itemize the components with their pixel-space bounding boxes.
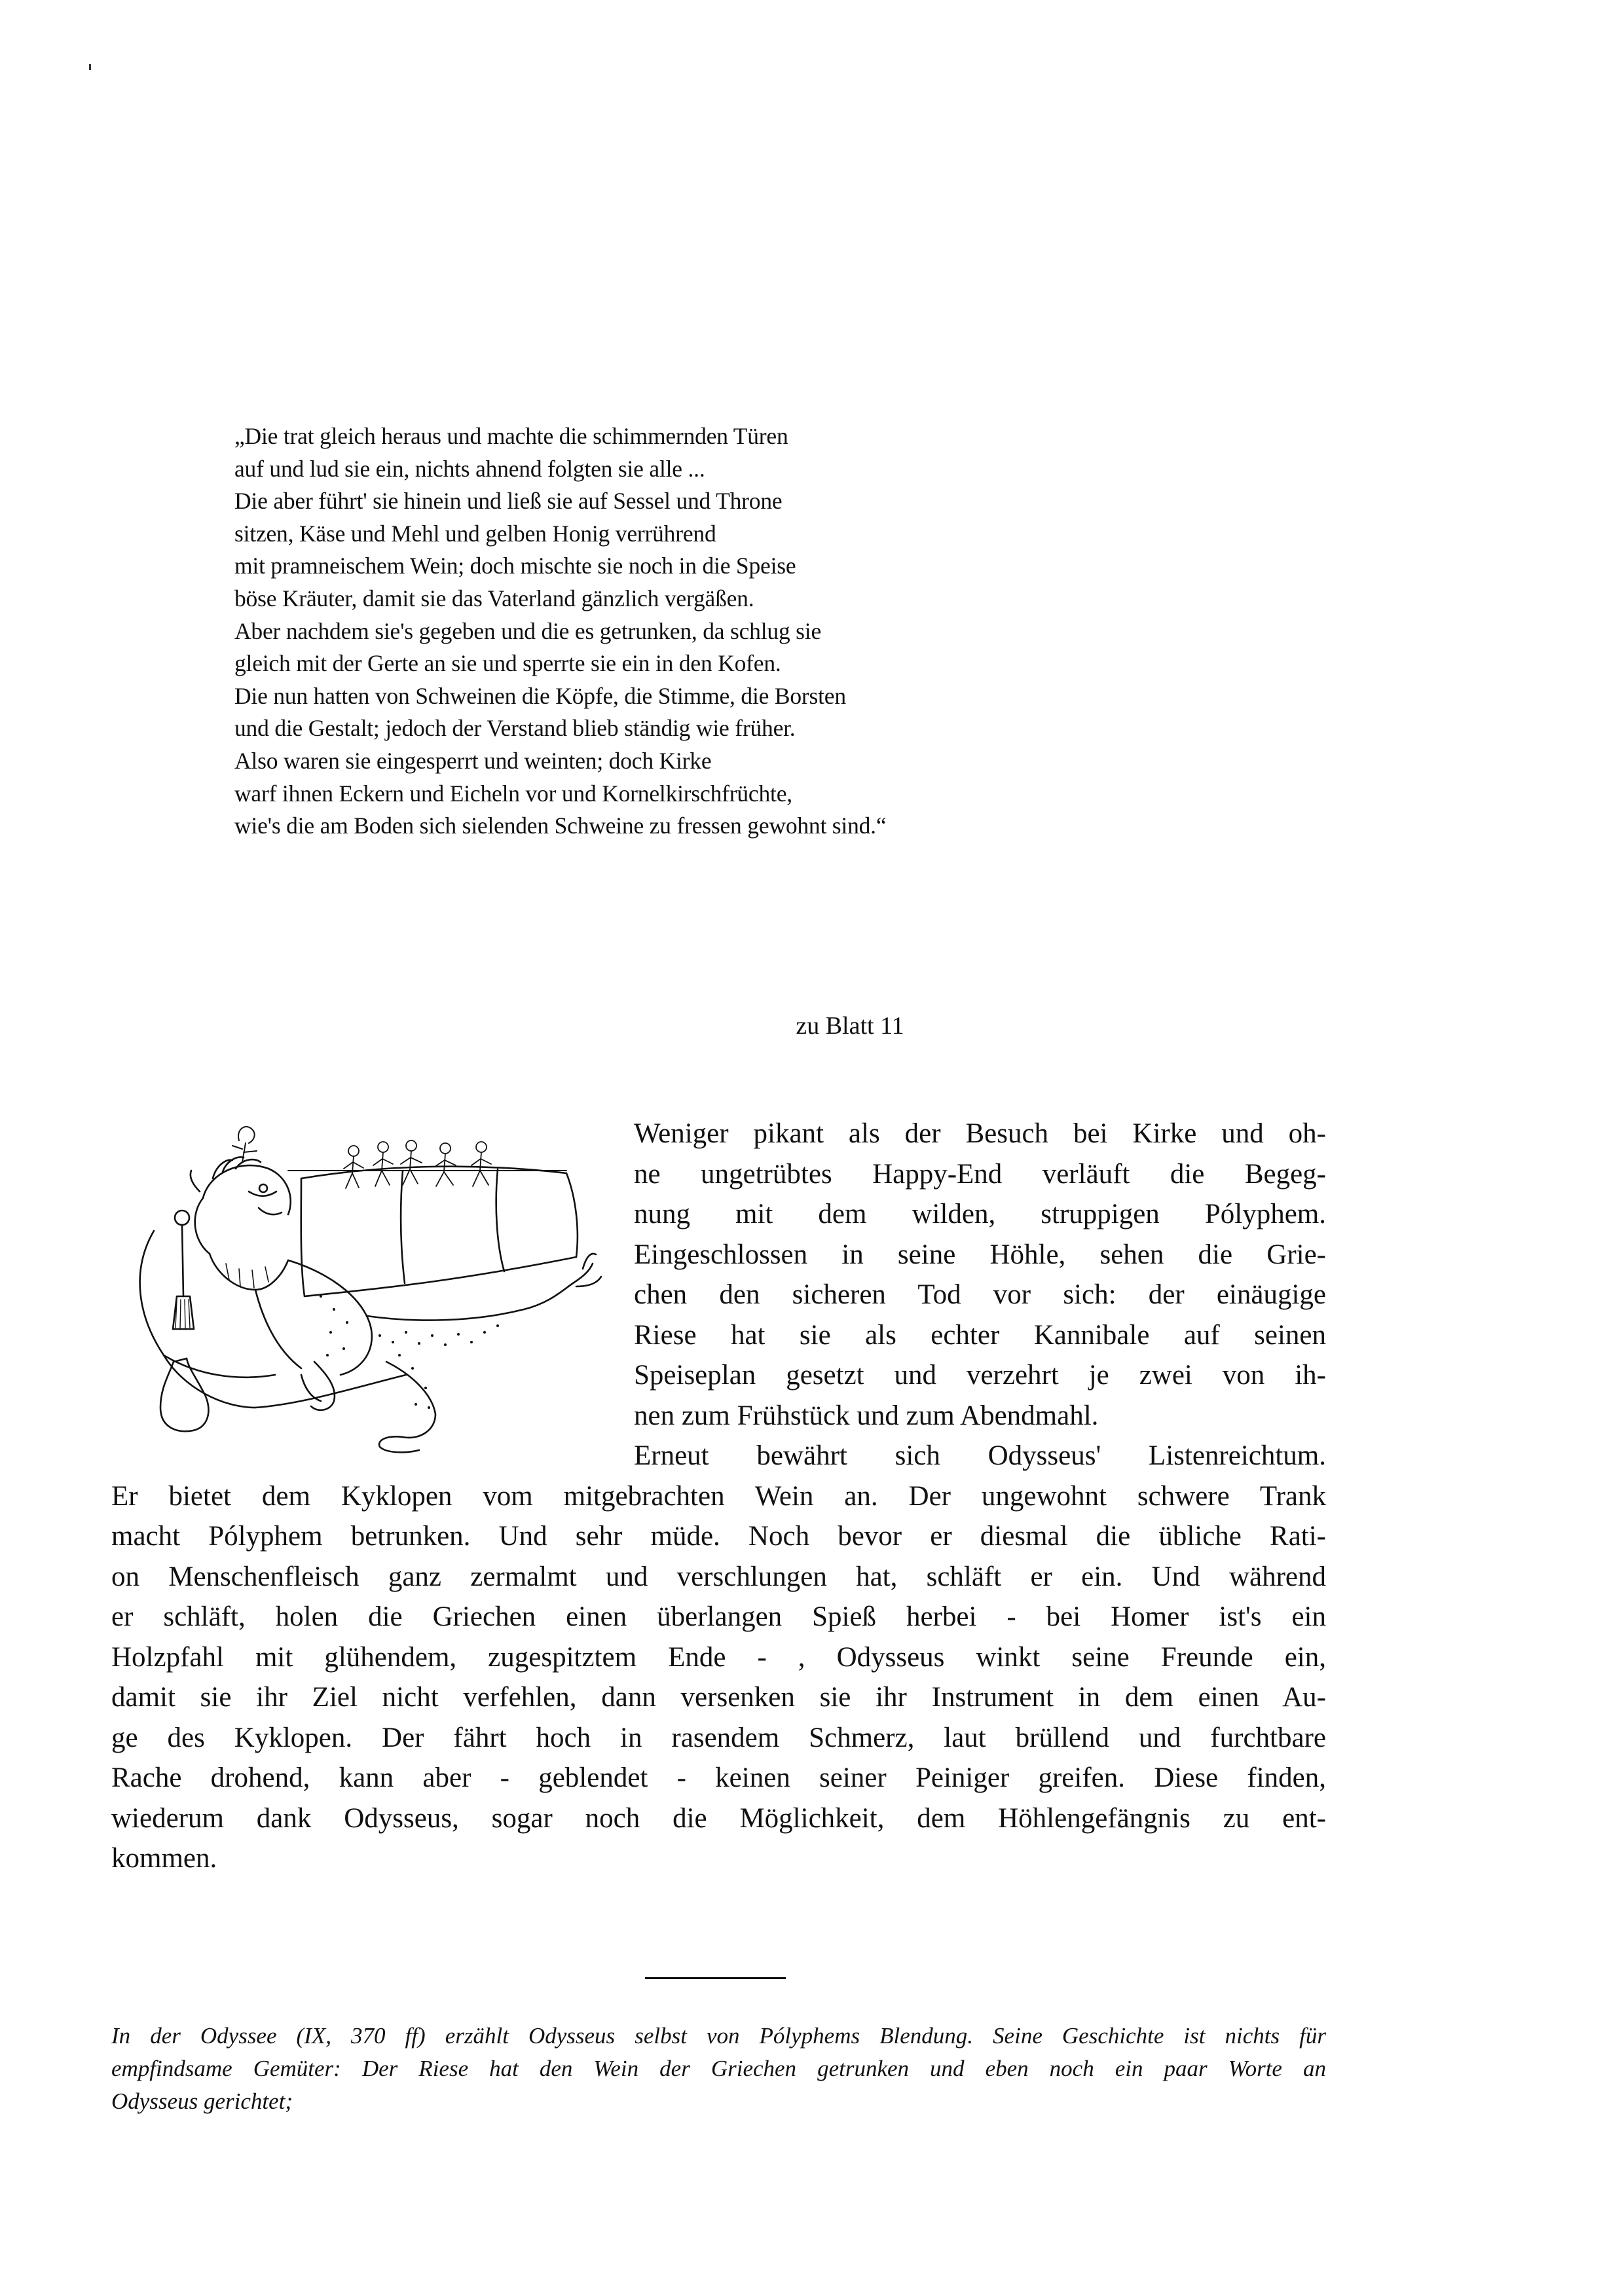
body-paragraph (111, 1114, 1326, 1879)
verse-quote (234, 420, 1125, 843)
quote-line: Die nun hatten von Schweinen die Köpfe, die Stimme, die Borsten (234, 682, 846, 709)
body-line: Weniger pikant als der Besuch bei Kirke und oh- (634, 1118, 1326, 1149)
footnote-line: Odysseus gerichtet; (111, 2088, 293, 2114)
body-line: Holzpfahl mit glühendem, zugespitztem Ende - , Odysseus winkt seine Freunde ein, (111, 1641, 1326, 1673)
quote-line: Die aber führt' sie hinein und ließ sie auf Sessel und Throne (234, 488, 783, 515)
body-line: ge des Kyklopen. Der fährt hoch in rasendem Schmerz, laut brüllend und furchtbare (111, 1722, 1326, 1753)
section-heading: zu Blatt 11 (796, 1012, 904, 1040)
body-line: Riese hat sie als echter Kannibale auf seinen (634, 1319, 1326, 1351)
footnote (111, 2020, 1326, 2118)
body-line: Speiseplan gesetzt und verzehrt je zwei von ih- (634, 1360, 1326, 1391)
body-line: on Menschenfleisch ganz zermalmt und verschlungen hat, schläft er ein. Und während (111, 1561, 1326, 1592)
quote-line: böse Kräuter, damit sie das Vaterland gänzlich vergäßen. (234, 585, 754, 611)
body-line: Erneut bewährt sich Odysseus' Listenreichtum. (634, 1440, 1326, 1471)
quote-line: Aber nachdem sie's gegeben und die es getrunken, da schlug sie (234, 617, 822, 644)
body-line: Eingeschlossen in seine Höhle, sehen die Grie- (634, 1239, 1326, 1270)
footnote-divider (645, 1977, 786, 1979)
body-line: nung mit dem wilden, struppigen Pólyphem. (634, 1199, 1326, 1230)
quote-line: gleich mit der Gerte an sie und sperrte sie ein in den Kofen. (234, 650, 781, 677)
body-line: er schläft, holen die Griechen einen überlangen Spieß herbei - bei Homer ist's ein (111, 1601, 1326, 1632)
body-line: kommen. (111, 1843, 217, 1874)
footnote-line: empfindsame Gemüter: Der Riese hat den Wein der Griechen getrunken und eben noch ein paar Worte an (111, 2056, 1326, 2081)
quote-line: wie's die am Boden sich sielenden Schweine zu fressen gewohnt sind.“ (234, 812, 887, 839)
scan-speck (89, 64, 91, 70)
quote-line: Also waren sie eingesperrt und weinten; doch Kirke (234, 747, 712, 774)
footnote-line: In der Odyssee (IX, 370 ff) erzählt Odysseus selbst von Pólyphems Blendung. Seine Geschichte ist nichts für (111, 2023, 1326, 2049)
quote-line: auf und lud sie ein, nichts ahnend folgten sie alle ... (234, 455, 705, 482)
quote-line: warf ihnen Eckern und Eicheln vor und Kornelkirschfrüchte, (234, 780, 792, 807)
body-line: ne ungetrübtes Happy-End verläuft die Begeg- (634, 1158, 1326, 1190)
quote-line: sitzen, Käse und Mehl und gelben Honig verrührend (234, 520, 716, 547)
quote-line: mit pramneischem Wein; doch mischte sie noch in die Speise (234, 553, 796, 579)
quote-line: und die Gestalt; jedoch der Verstand blieb ständig wie früher. (234, 715, 796, 742)
body-line: wiederum dank Odysseus, sogar noch die Möglichkeit, dem Höhlengefängnis zu ent- (111, 1802, 1326, 1834)
body-line: Er bietet dem Kyklopen vom mitgebrachten Wein an. Der ungewohnt schwere Trank (111, 1480, 1326, 1512)
body-line: Rache drohend, kann aber - geblendet - keinen seiner Peiniger greifen. Diese finden, (111, 1762, 1326, 1793)
body-line: chen den sicheren Tod vor sich: der einäugige (634, 1279, 1326, 1310)
body-line: macht Pólyphem betrunken. Und sehr müde. Noch bevor er diesmal die übliche Rati- (111, 1521, 1326, 1552)
body-line: nen zum Frühstück und zum Abendmahl. (634, 1400, 1099, 1431)
body-line: damit sie ihr Ziel nicht verfehlen, dann versenken sie ihr Instrument in dem einen Au- (111, 1682, 1326, 1713)
quote-line: „Die trat gleich heraus und machte die schimmernden Türen (234, 423, 788, 449)
